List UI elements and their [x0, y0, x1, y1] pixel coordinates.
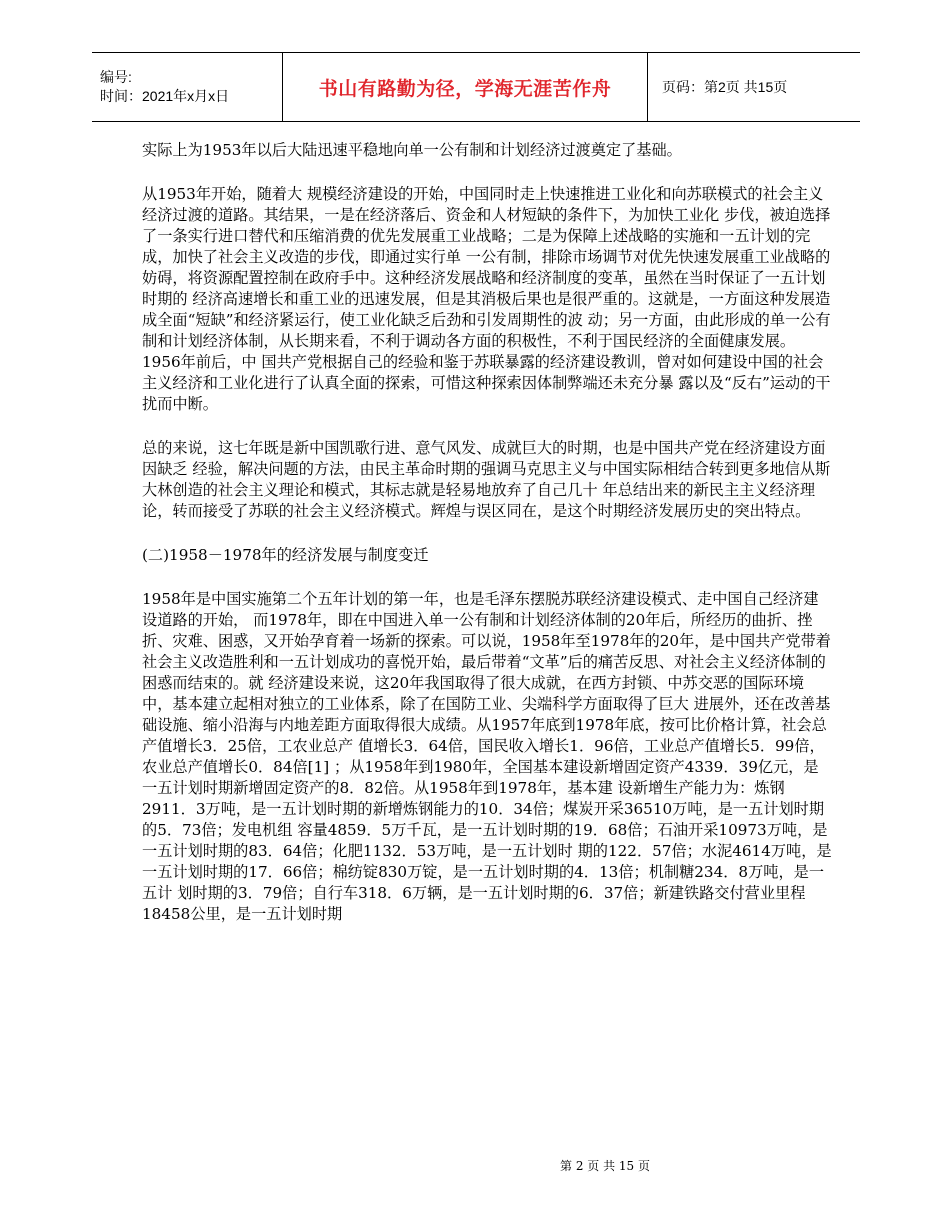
header-page-info: 页码：第2页 共15页 [662, 79, 788, 95]
section-heading: (二)1958－1978年的经济发展与制度变迁 [142, 546, 429, 564]
header-page-cell [648, 53, 861, 122]
header-meta-cell [92, 53, 283, 122]
time-label: 时间：2021年x月x日 [100, 88, 230, 104]
paragraph-4: 1958年是中国实施第二个五年计划的第一年，也是毛泽东摆脱苏联经济建设模式、走中国自己经济建设道路的开始， 而1978年，即在中国进入单一公有制和计划经济体制的20年后，所经历的曲折、挫折、灾难、困惑，又开始孕育着一场新的探索。可以说，1958年至1978年的20年，是中国共产党带着社会主义改造胜利和一五计划成功的喜悦开始，最后带着“文革”后的痛苦反思、对社会主义经济体制的困惑而结束的。就 经济建设来说，这20年我国取得了很大成就，在西方封锁、中苏交恶的国际环境中，基本建立起相对独立的工业体系，除了在国防工业、尖端科学方面取得了巨大 进展外，还在改善基础设施、缩小沿海与内地差距方面取得很大成绩。从1957年底到1978年底，按可比价格计算，社会总产值增长3．25倍，工农业总产 值增长3．64倍，国民收入增长1．96倍，工业总产值增长5．99倍，农业总产值增长0．84倍[1] ；从1958年到1980年，全国基本建设新增固定资产4339．39亿元，是一五计划时期新增固定资产的8．82倍。从1958年到1978年，基本建 设新增生产能力为：炼钢2911．3万吨，是一五计划时期的新增炼钢能力的10．34倍；煤炭开采36510万吨，是一五计划时期的5．73倍；发电机组 容量4859．5万千瓦，是一五计划时期的19．68倍；石油开采10973万吨，是一五计划时期的83．64倍；化肥1132．53万吨，是一五计划时 期的122．57倍；水泥4614万吨，是一五计划时期的17．66倍；棉纺锭830万锭，是一五计划时期的4．13倍；机制糖234．8万吨，是一五计 划时期的3．79倍；自行车318．6万辆，是一五计划时期的6．37倍；新建铁路交付营业里程18458公里，是一五计划时期 [142, 590, 832, 923]
page-header [92, 52, 860, 122]
header-motto: 书山有路勤为径，学海无涯苦作舟 [318, 77, 612, 100]
page-footer: 第 2 页 共 15 页 [560, 1159, 650, 1173]
header-motto-cell [283, 53, 648, 122]
document-body [142, 140, 832, 948]
paragraph-1: 实际上为1953年以后大陆迅速平稳地向单一公有制和计划经济过渡奠定了基础。 [142, 141, 682, 159]
paragraph-3: 总的来说，这七年既是新中国凯歌行进、意气风发、成就巨大的时期，也是中国共产党在经济建设方面因缺乏 经验，解决问题的方法，由民主革命时期的强调马克思主义与中国实际相结合转到更多地信从斯大林创造的社会主义理论和模式，其标志就是轻易地放弃了自己几十 年总结出来的新民主主义经济理论，转而接受了苏联的社会主义经济模式。辉煌与误区同在，是这个时期经济发展历史的突出特点。 [142, 439, 831, 520]
paragraph-2: 从1953年开始，随着大 规模经济建设的开始，中国同时走上快速推进工业化和向苏联模式的社会主义经济过渡的道路。其结果，一是在经济落后、资金和人材短缺的条件下，为加快工业化 步伐，被迫选择了一条实行进口替代和压缩消费的优先发展重工业战略；二是为保障上述战略的实施和一五计划的完成，加快了社会主义改造的步伐，即通过实行单 一公有制，排除市场调节对优先快速发展重工业战略的妨碍，将资源配置控制在政府手中。这种经济发展战略和经济制度的变革，虽然在当时保证了一五计划时期的 经济高速增长和重工业的迅速发展，但是其消极后果也是很严重的。这就是，一方面这种发展造成全面“短缺”和经济紧运行，使工业化缺乏后劲和引发周期性的波 动；另一方面，由此形成的单一公有制和计划经济体制，从长期来看，不利于调动各方面的积极性，不利于国民经济的全面健康发展。1956年前后，中 国共产党根据自己的经验和鉴于苏联暴露的经济建设教训，曾对如何建设中国的社会主义经济和工业化进行了认真全面的探索，可惜这种探索因体制弊端还未充分暴 露以及“反右”运动的干扰而中断。 [142, 185, 831, 413]
serial-label: 编号: [100, 69, 132, 85]
